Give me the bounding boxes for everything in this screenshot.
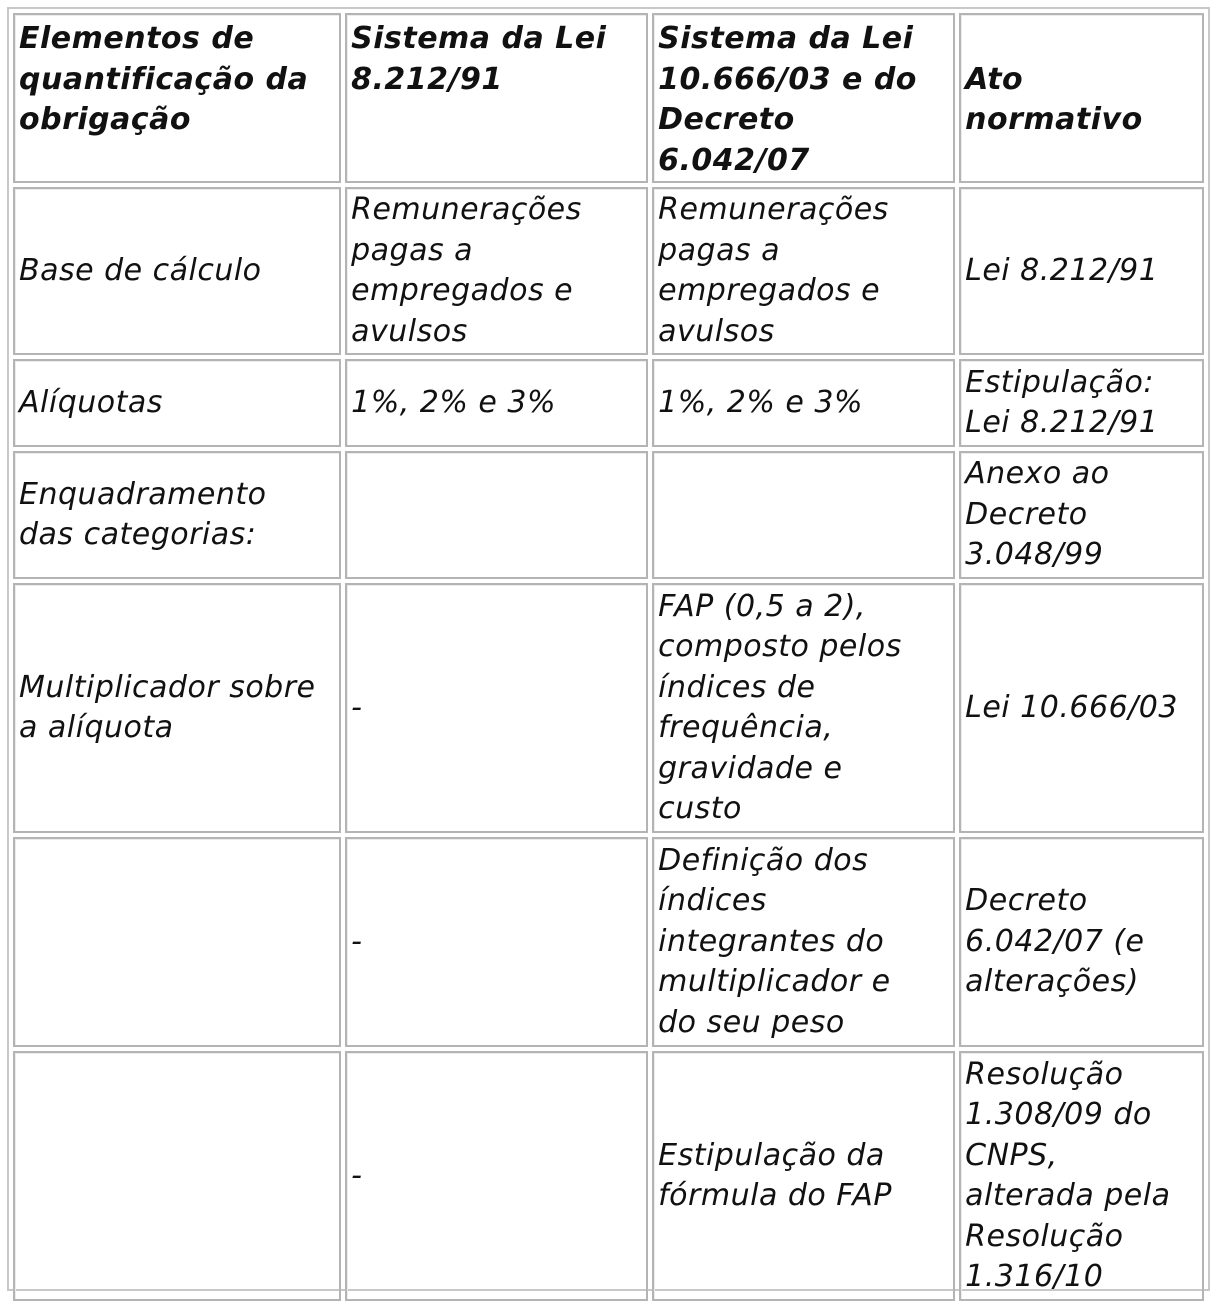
table-row	[13, 187, 1204, 355]
table-row	[13, 583, 1204, 833]
cell-ato-normativo: Decreto 6.042/07 (e alterações)	[959, 837, 1204, 1047]
cell-elemento: Base de cálculo	[13, 187, 341, 355]
comparison-table-frame	[7, 7, 1210, 1294]
table-row	[13, 1051, 1204, 1301]
header-sistema-lei-8212: Sistema da Lei 8.212/91	[345, 13, 648, 183]
table-row	[13, 451, 1204, 579]
cell-sistema-10666: Definição dos índices integrantes do multiplicador e do seu peso	[652, 837, 955, 1047]
cell-sistema-10666: Estipulação da fórmula do FAP	[652, 1051, 955, 1301]
cell-elemento	[13, 837, 341, 1047]
cell-sistema-10666	[652, 451, 955, 579]
cell-ato-normativo: Anexo ao Decreto 3.048/99	[959, 451, 1204, 579]
cell-sistema-8212	[345, 451, 648, 579]
cell-sistema-10666: FAP (0,5 a 2), composto pelos índices de frequência, gravidade e custo	[652, 583, 955, 833]
cell-elemento: Alíquotas	[13, 359, 341, 447]
cell-sistema-10666: 1%, 2% e 3%	[652, 359, 955, 447]
cell-ato-normativo: Lei 8.212/91	[959, 187, 1204, 355]
cell-sistema-8212: -	[345, 583, 648, 833]
cell-sistema-10666: Remunerações pagas a empregados e avulsos	[652, 187, 955, 355]
cell-ato-normativo: Lei 10.666/03	[959, 583, 1204, 833]
cell-sistema-8212: -	[345, 1051, 648, 1301]
header-elementos: Elementos de quantificação da obrigação	[13, 13, 341, 183]
cell-ato-normativo: Estipulação: Lei 8.212/91	[959, 359, 1204, 447]
table-header-row	[13, 13, 1204, 183]
cell-elemento: Multiplicador sobre a alíquota	[13, 583, 341, 833]
cell-sistema-8212: 1%, 2% e 3%	[345, 359, 648, 447]
table-row	[13, 837, 1204, 1047]
cell-ato-normativo: Resolução 1.308/09 do CNPS, alterada pela Resolução 1.316/10	[959, 1051, 1204, 1301]
header-sistema-lei-10666: Sistema da Lei 10.666/03 e do Decreto 6.042/07	[652, 13, 955, 183]
cell-sistema-8212: Remunerações pagas a empregados e avulsos	[345, 187, 648, 355]
comparison-table	[9, 9, 1208, 1305]
cell-elemento	[13, 1051, 341, 1301]
cell-elemento: Enquadramento das categorias:	[13, 451, 341, 579]
header-ato-normativo: Ato normativo	[959, 13, 1204, 183]
table-row	[13, 359, 1204, 447]
cell-sistema-8212: -	[345, 837, 648, 1047]
